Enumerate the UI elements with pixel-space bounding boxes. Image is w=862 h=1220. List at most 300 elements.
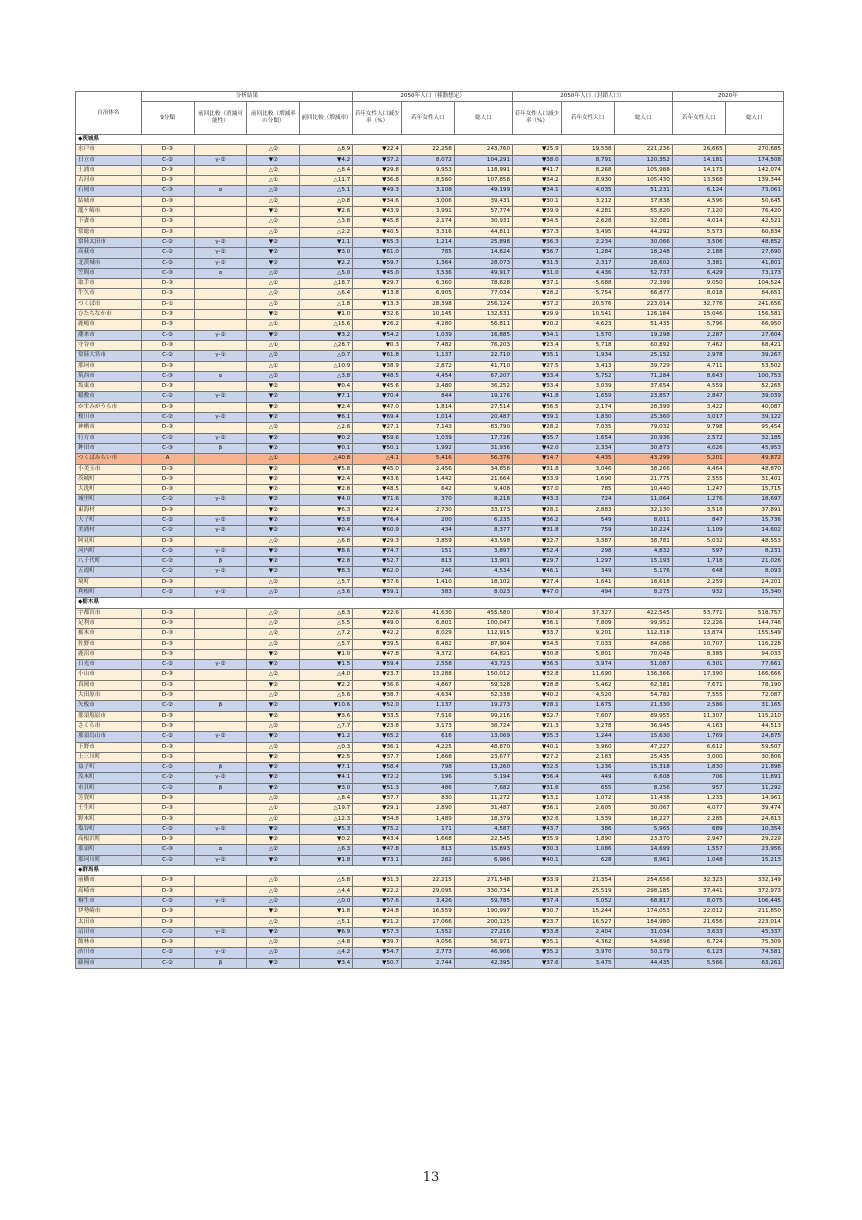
table-cell (194, 804, 247, 814)
table-cell: 74,581 (725, 948, 783, 958)
municipality-name: 那珂市 (76, 361, 142, 371)
table-cell: C-② (141, 330, 194, 340)
table-cell: 100,047 (454, 618, 512, 628)
table-cell: 1,675 (561, 701, 614, 711)
table-cell: ▼48.5 (353, 371, 402, 381)
table-cell (194, 227, 247, 237)
table-cell: △12.3 (300, 814, 353, 824)
table-cell: ▼37.1 (513, 279, 562, 289)
table-cell: 51,087 (614, 660, 672, 670)
table-cell: 87,904 (454, 639, 512, 649)
table-cell: 6,360 (401, 279, 454, 289)
table-cell: ▼② (247, 248, 300, 258)
table-cell: 25,898 (454, 237, 512, 247)
table-row (76, 691, 784, 701)
municipality-name: 潮来市 (76, 330, 142, 340)
header-row-groups (76, 92, 784, 102)
table-cell: α (194, 268, 247, 278)
table-cell: 24,875 (725, 732, 783, 742)
table-cell: △① (247, 279, 300, 289)
table-cell: 494 (561, 588, 614, 598)
table-cell: 24,201 (725, 577, 783, 587)
table-cell: ▼22.4 (353, 145, 402, 155)
table-cell: 76,420 (725, 207, 783, 217)
table-cell: ▼49.3 (353, 186, 402, 196)
table-cell: 597 (672, 546, 725, 556)
table-cell: ▼3.8 (300, 515, 353, 525)
table-cell: 4,596 (672, 196, 725, 206)
table-cell: C-② (141, 948, 194, 958)
table-cell: 3,046 (561, 464, 614, 474)
table-cell: 30,806 (725, 752, 783, 762)
table-cell: 2,259 (672, 577, 725, 587)
table-cell (194, 310, 247, 320)
table-cell: 45,337 (725, 927, 783, 937)
table-cell: △7.7 (300, 721, 353, 731)
table-cell: ▼1.5 (300, 660, 353, 670)
table-cell: 3,970 (561, 948, 614, 958)
table-cell: 11,438 (614, 794, 672, 804)
table-cell (194, 876, 247, 886)
table-cell: 11,690 (561, 670, 614, 680)
table-cell (194, 835, 247, 845)
table-cell: γ-② (194, 330, 247, 340)
table-cell: ▼② (247, 763, 300, 773)
table-cell: 106,445 (725, 896, 783, 906)
table-cell (194, 464, 247, 474)
table-cell: ▼50.7 (353, 958, 402, 968)
table-cell: ▼27.4 (513, 577, 562, 587)
table-cell: 8,961 (614, 855, 672, 865)
table-cell: 44,292 (614, 227, 672, 237)
header-col: 前回比較（増減率の分類） (247, 102, 300, 135)
table-cell: 200,125 (454, 917, 512, 927)
table-cell: 4,832 (614, 546, 672, 556)
table-cell (194, 577, 247, 587)
table-cell: 18,618 (614, 577, 672, 587)
prefecture-name: ◆茨城県 (76, 135, 784, 145)
table-cell: 3,960 (561, 742, 614, 752)
table-cell: 60,834 (725, 227, 783, 237)
table-cell: ▼57.3 (353, 927, 402, 937)
table-cell: γ-① (194, 351, 247, 361)
table-cell: 2,773 (401, 948, 454, 958)
table-cell: △① (247, 320, 300, 330)
table-cell: 15,046 (672, 310, 725, 320)
municipality-name: 常総市 (76, 227, 142, 237)
table-cell: ▼31.5 (513, 258, 562, 268)
table-cell: ▼1.0 (300, 649, 353, 659)
table-cell: 2,456 (401, 464, 454, 474)
table-row (76, 258, 784, 268)
table-cell: 55,820 (614, 207, 672, 217)
table-cell: 78,190 (725, 680, 783, 690)
table-cell: ▼5.3 (300, 824, 353, 834)
table-cell: △5.5 (300, 618, 353, 628)
table-cell: ▼2.8 (300, 557, 353, 567)
table-cell: 759 (561, 526, 614, 536)
table-cell: 1,086 (561, 845, 614, 855)
table-cell: ▼② (247, 155, 300, 165)
table-cell: 1,039 (401, 433, 454, 443)
table-cell: 4,634 (401, 691, 454, 701)
table-cell: 171 (401, 824, 454, 834)
table-cell: 449 (561, 773, 614, 783)
table-cell: 15,244 (561, 907, 614, 917)
table-cell: C-② (141, 773, 194, 783)
table-cell: 13,260 (454, 763, 512, 773)
municipality-name: 館林市 (76, 938, 142, 948)
table-cell: γ-② (194, 155, 247, 165)
table-cell: 38,724 (454, 721, 512, 731)
table-cell: ▼32.7 (513, 536, 562, 546)
table-cell: 1,570 (561, 330, 614, 340)
table-cell (194, 742, 247, 752)
table-cell: 22,012 (672, 907, 725, 917)
table-cell: 20,936 (614, 433, 672, 443)
table-cell: ▼37.2 (353, 155, 402, 165)
table-cell (194, 279, 247, 289)
table-cell: 36,945 (614, 721, 672, 731)
table-cell: 8,231 (725, 546, 783, 556)
table-cell: 1,718 (672, 557, 725, 567)
table-cell: 1,297 (561, 557, 614, 567)
table-cell: 3,475 (561, 958, 614, 968)
table-cell: ▼② (247, 526, 300, 536)
table-cell: 30,067 (614, 804, 672, 814)
table-cell: 5,801 (561, 649, 614, 659)
table-cell: 5,566 (672, 958, 725, 968)
table-cell: 1,109 (672, 526, 725, 536)
table-cell: 1,236 (561, 763, 614, 773)
table-cell: ▼37.4 (513, 896, 562, 906)
table-cell (194, 361, 247, 371)
table-row (76, 773, 784, 783)
table-cell: 43,299 (614, 454, 672, 464)
table-cell: ▼32.8 (513, 670, 562, 680)
table-row (76, 165, 784, 175)
table-cell: 372,973 (725, 886, 783, 896)
table-cell: △② (247, 691, 300, 701)
table-cell: 20,576 (561, 299, 614, 309)
table-cell (194, 423, 247, 433)
table-cell: ▼65.2 (353, 732, 402, 742)
table-cell: 45,953 (725, 443, 783, 453)
municipality-name: 大洗町 (76, 485, 142, 495)
table-cell (194, 711, 247, 721)
municipality-name: 那須烏山市 (76, 732, 142, 742)
table-cell: ▼3.2 (300, 330, 353, 340)
table-cell: 1,552 (401, 927, 454, 937)
table-cell: C-② (141, 660, 194, 670)
table-cell: 200 (401, 515, 454, 525)
table-cell: △② (247, 577, 300, 587)
table-row (76, 876, 784, 886)
municipality-name: 桐生市 (76, 896, 142, 906)
table-cell: D-③ (141, 464, 194, 474)
table-cell: 254,656 (614, 876, 672, 886)
table-cell: ▼30.4 (513, 608, 562, 618)
header-col: 若年女性人口 (561, 102, 614, 135)
table-cell: 223,014 (614, 299, 672, 309)
table-cell: △5.1 (300, 917, 353, 927)
table-cell: ▼35.3 (513, 732, 562, 742)
table-row (76, 371, 784, 381)
table-cell: C-② (141, 351, 194, 361)
table-cell: D-③ (141, 279, 194, 289)
table-cell (194, 629, 247, 639)
table-cell: ▼36.1 (353, 742, 402, 752)
table-cell: ▼1.2 (300, 732, 353, 742)
table-cell: 23,857 (614, 392, 672, 402)
table-cell: 37,441 (672, 886, 725, 896)
table-cell: D-③ (141, 536, 194, 546)
table-cell: ▼43.3 (513, 495, 562, 505)
table-cell: 2,847 (672, 392, 725, 402)
municipality-name: 矢板市 (76, 701, 142, 711)
municipality-name: 日立市 (76, 155, 142, 165)
table-cell: 655 (561, 783, 614, 793)
table-cell: ▼40.2 (513, 691, 562, 701)
table-row (76, 711, 784, 721)
table-cell: △15.6 (300, 320, 353, 330)
header-group-analysis: 分析結果 (141, 92, 353, 102)
table-row (76, 310, 784, 320)
table-cell: 13,874 (672, 629, 725, 639)
table-cell: 7,143 (401, 423, 454, 433)
table-row (76, 196, 784, 206)
table-cell: ▼36.7 (513, 248, 562, 258)
table-cell: 1,137 (401, 701, 454, 711)
table-cell: △② (247, 145, 300, 155)
table-row (76, 268, 784, 278)
table-cell: 56,811 (454, 320, 512, 330)
municipality-name: 藤岡市 (76, 958, 142, 968)
prefecture-header-row (76, 135, 784, 145)
table-cell: ▼② (247, 783, 300, 793)
table-cell: 24,813 (725, 814, 783, 824)
table-cell: C-② (141, 958, 194, 968)
table-cell: 2,480 (401, 382, 454, 392)
table-cell: 22,545 (454, 835, 512, 845)
table-cell: ▼39.9 (513, 207, 562, 217)
table-cell: C-② (141, 855, 194, 865)
table-cell: ▼54.7 (353, 948, 402, 958)
table-cell: D-③ (141, 835, 194, 845)
table-row (76, 557, 784, 567)
table-cell: 23,956 (725, 845, 783, 855)
table-cell: 18,227 (614, 814, 672, 824)
table-cell: 19,538 (561, 145, 614, 155)
table-cell: 9,953 (401, 165, 454, 175)
table-cell: 78,828 (454, 279, 512, 289)
table-cell: 8,930 (561, 176, 614, 186)
municipality-name: 鹿嶋市 (76, 320, 142, 330)
table-cell: ▼69.4 (353, 413, 402, 423)
table-cell: △② (247, 886, 300, 896)
table-cell: ▼4.1 (300, 773, 353, 783)
table-cell: 1,830 (561, 413, 614, 423)
table-cell: △7.2 (300, 629, 353, 639)
table-cell: 957 (672, 783, 725, 793)
prefecture-name: ◆栃木県 (76, 598, 784, 608)
table-cell: D-③ (141, 608, 194, 618)
table-cell: ▼0.2 (300, 835, 353, 845)
table-cell: ▼40.5 (353, 227, 402, 237)
table-cell: 49,917 (454, 268, 512, 278)
table-cell: ▼32.7 (513, 711, 562, 721)
table-row (76, 495, 784, 505)
table-row (76, 227, 784, 237)
table-cell: ▼37.7 (353, 794, 402, 804)
table-cell: 8,218 (454, 495, 512, 505)
table-cell: 66,877 (614, 289, 672, 299)
table-cell: 12,226 (672, 618, 725, 628)
table-cell: ▼3.6 (300, 711, 353, 721)
table-cell: 14,699 (614, 845, 672, 855)
table-cell: C-② (141, 588, 194, 598)
table-cell: 8,029 (401, 629, 454, 639)
table-cell: ▼23.7 (353, 670, 402, 680)
table-cell: ▼29.1 (353, 804, 402, 814)
table-cell: 33,173 (454, 505, 512, 515)
municipality-name: 高崎市 (76, 886, 142, 896)
municipality-name: 牛久市 (76, 289, 142, 299)
table-cell (194, 207, 247, 217)
table-cell: △5.7 (300, 577, 353, 587)
table-cell: △② (247, 876, 300, 886)
table-cell: C-② (141, 495, 194, 505)
table-cell: ▼2.4 (300, 402, 353, 412)
table-cell: C-② (141, 732, 194, 742)
table-cell: 50,645 (725, 196, 783, 206)
table-cell: 16,527 (561, 917, 614, 927)
table-cell: 6,801 (401, 618, 454, 628)
table-cell: △4.8 (300, 938, 353, 948)
table-cell: 2,605 (561, 804, 614, 814)
table-cell: 19,298 (614, 330, 672, 340)
table-cell: 41,801 (725, 258, 783, 268)
table-cell: 36,252 (454, 382, 512, 392)
table-cell: 13,901 (454, 557, 512, 567)
table-cell: △5.6 (300, 691, 353, 701)
table-cell (194, 289, 247, 299)
municipality-name: 大子町 (76, 515, 142, 525)
municipality-name: 土浦市 (76, 165, 142, 175)
table-cell: D-③ (141, 485, 194, 495)
table-cell: ▼23.4 (513, 340, 562, 350)
table-cell: 15,340 (725, 588, 783, 598)
table-cell: C-② (141, 824, 194, 834)
municipality-name: 市貝町 (76, 783, 142, 793)
municipality-name: 筑西市 (76, 371, 142, 381)
table-cell (194, 649, 247, 659)
table-cell: 73,173 (725, 268, 783, 278)
table-cell: 105,430 (614, 176, 672, 186)
table-cell: 5,688 (561, 279, 614, 289)
table-cell: △① (247, 361, 300, 371)
municipality-name: 小美玉市 (76, 464, 142, 474)
table-cell: ▼59.4 (353, 660, 402, 670)
table-cell: 3,173 (401, 721, 454, 731)
table-cell: 15,893 (454, 845, 512, 855)
table-cell: ▼26.2 (353, 320, 402, 330)
table-cell: 17,390 (672, 670, 725, 680)
table-row (76, 340, 784, 350)
table-cell: β (194, 783, 247, 793)
table-cell: 28,399 (614, 402, 672, 412)
municipality-name: 境町 (76, 577, 142, 587)
municipality-name: 鹿沼市 (76, 649, 142, 659)
table-cell: 7,682 (454, 783, 512, 793)
table-row (76, 649, 784, 659)
table-row (76, 927, 784, 937)
table-cell: 27,514 (454, 402, 512, 412)
table-cell: 5,796 (672, 320, 725, 330)
table-cell: γ-① (194, 588, 247, 598)
table-cell: 100,753 (725, 371, 783, 381)
municipality-name: 北茨城市 (76, 258, 142, 268)
table-cell: 52,338 (454, 691, 512, 701)
table-row (76, 907, 784, 917)
table-cell: 3,633 (672, 927, 725, 937)
municipality-name: 行方市 (76, 433, 142, 443)
municipality-name: 五霞町 (76, 567, 142, 577)
table-row (76, 361, 784, 371)
table-cell: 166,666 (725, 670, 783, 680)
table-row (76, 289, 784, 299)
table-cell: 6,905 (401, 289, 454, 299)
table-cell: 22,710 (454, 351, 512, 361)
table-cell: 8,011 (614, 515, 672, 525)
table-cell: β (194, 701, 247, 711)
table-cell (194, 794, 247, 804)
table-row (76, 732, 784, 742)
table-cell: 14,181 (672, 155, 725, 165)
table-cell: 1,690 (561, 474, 614, 484)
table-cell: △② (247, 629, 300, 639)
table-cell: 75,309 (725, 938, 783, 948)
table-cell: △② (247, 845, 300, 855)
table-cell: 48,870 (454, 742, 512, 752)
table-cell: ▼32.5 (513, 763, 562, 773)
table-cell: 32,185 (725, 433, 783, 443)
table-cell: 107,858 (454, 176, 512, 186)
table-cell: 21,656 (672, 917, 725, 927)
table-cell: 68,817 (614, 896, 672, 906)
table-cell: ▼35.9 (513, 835, 562, 845)
table-cell: 104,524 (725, 279, 783, 289)
table-cell: ▼28.2 (513, 423, 562, 433)
table-cell: 118,991 (454, 165, 512, 175)
table-cell: 53,502 (725, 361, 783, 371)
table-cell: 42,521 (725, 217, 783, 227)
table-row (76, 330, 784, 340)
table-cell (194, 752, 247, 762)
table-cell: ▼37.7 (353, 752, 402, 762)
table-cell: 71,284 (614, 371, 672, 381)
table-cell: 5,965 (614, 824, 672, 834)
municipality-name: 利根町 (76, 588, 142, 598)
table-cell: 43,598 (454, 536, 512, 546)
table-cell: △8.4 (300, 794, 353, 804)
table-cell: 25,435 (614, 752, 672, 762)
table-cell: 1,284 (561, 248, 614, 258)
table-cell (194, 618, 247, 628)
table-cell: ▼② (247, 732, 300, 742)
table-cell: ▼② (247, 567, 300, 577)
header-col: 若年女性人口減少率（%） (353, 102, 402, 135)
